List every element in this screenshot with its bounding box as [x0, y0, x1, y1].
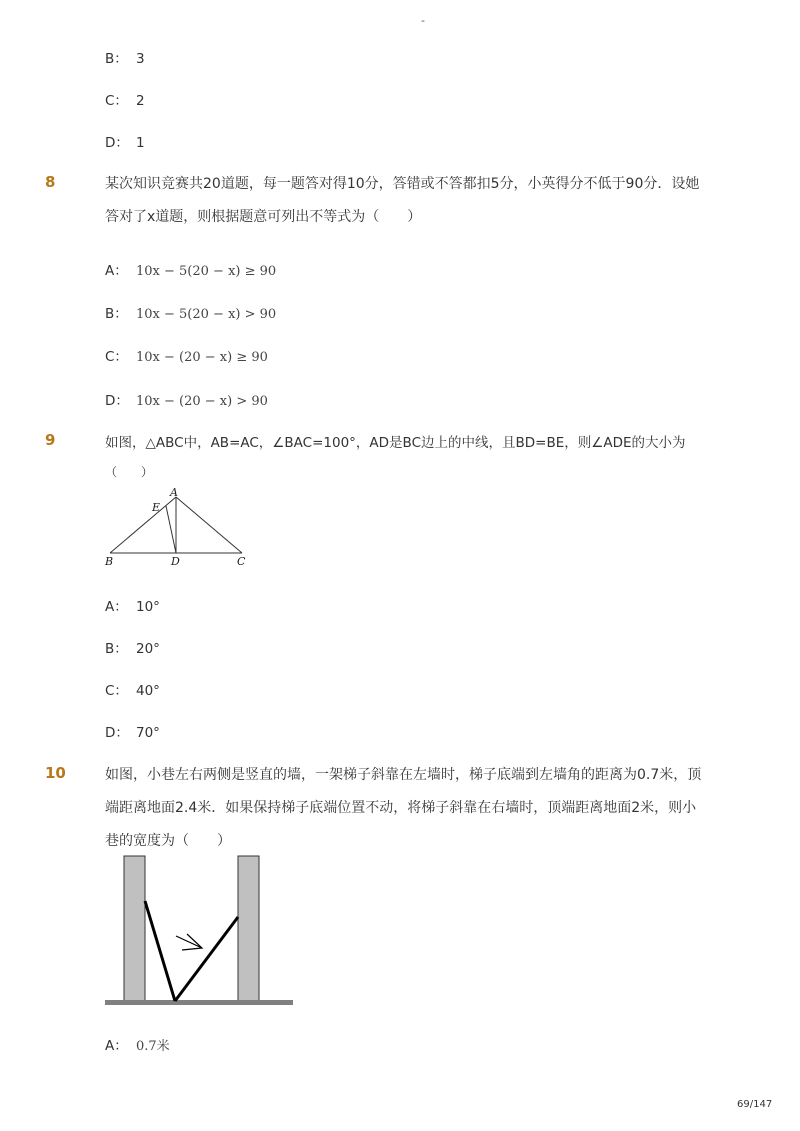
option-value: 10x − (20 − x) ≥ 90	[136, 350, 268, 365]
ladder-right	[175, 917, 238, 1001]
option-value: 2	[136, 93, 145, 109]
option-label: A：	[105, 263, 128, 279]
q9-triangle-figure	[100, 484, 260, 574]
q9-number: 9	[45, 431, 56, 449]
option-value: 10x − 5(20 − x) > 90	[136, 307, 277, 322]
q9-option-c[interactable]	[105, 679, 160, 699]
q8-option-b[interactable]	[105, 302, 276, 322]
q8-option-a[interactable]	[105, 259, 276, 279]
label-d: D	[171, 555, 180, 568]
q10-number: 10	[45, 764, 66, 782]
option-label: A：	[105, 1038, 128, 1054]
page-top-mark: -	[421, 14, 425, 27]
option-label: C：	[105, 683, 128, 699]
option-value: 0.7米	[136, 1039, 170, 1054]
label-c: C	[237, 555, 246, 568]
option-label: D：	[105, 393, 129, 409]
q9-option-b[interactable]	[105, 637, 160, 657]
option-value: 1	[136, 135, 145, 151]
q9-option-d[interactable]	[105, 721, 160, 741]
option-label: C：	[105, 349, 128, 365]
segment-ac	[176, 497, 242, 553]
q7-option-b[interactable]	[105, 47, 145, 67]
option-value: 3	[136, 51, 145, 67]
q8-option-d[interactable]	[105, 389, 268, 409]
q10-option-a[interactable]	[105, 1034, 170, 1054]
option-value: 20°	[136, 641, 160, 657]
option-label: B：	[105, 641, 128, 657]
arrow-icon	[176, 934, 202, 950]
option-value: 70°	[136, 725, 160, 741]
label-a: A	[170, 486, 178, 499]
option-label: B：	[105, 306, 128, 322]
option-label: A：	[105, 599, 128, 615]
q10-ladder-figure	[104, 854, 296, 1010]
page-number: 69/147	[737, 1099, 773, 1110]
option-value: 10°	[136, 599, 160, 615]
q10-text-line3: 巷的宽度为（ ）	[105, 833, 231, 849]
label-b: B	[105, 555, 114, 568]
right-wall	[238, 856, 259, 1001]
ladder-left	[145, 901, 175, 1001]
q7-option-d[interactable]	[105, 131, 145, 151]
option-value: 40°	[136, 683, 160, 699]
q7-option-c[interactable]	[105, 89, 145, 109]
option-label: D：	[105, 725, 129, 741]
q9-text-line2: （ ）	[105, 465, 154, 479]
q8-option-c[interactable]	[105, 345, 268, 365]
q10-text-line1: 如图，小巷左右两侧是竖直的墙，一架梯子斜靠在左墙时，梯子底端到左墙角的距离为0.7米，顶	[105, 767, 702, 783]
q9-option-a[interactable]	[105, 595, 160, 615]
segment-de	[166, 506, 176, 553]
q8-text-line1: 某次知识竞赛共20道题，每一题答对得10分，答错或不答都扣5分，小英得分不低于90分．设她	[105, 176, 700, 192]
q9-text-line1: 如图，△ABC中，AB=AC，∠BAC=100°，AD是BC边上的中线，且BD=BE，则∠ADE的大小为	[105, 435, 686, 451]
option-value: 10x − 5(20 − x) ≥ 90	[136, 264, 277, 279]
q8-number: 8	[45, 173, 56, 191]
segment-ab	[110, 497, 176, 553]
option-label: D：	[105, 135, 129, 151]
option-label: B：	[105, 51, 128, 67]
left-wall	[124, 856, 145, 1001]
option-value: 10x − (20 − x) > 90	[136, 394, 268, 409]
q10-text-line2: 端距离地面2.4米．如果保持梯子底端位置不动，将梯子斜靠在右墙时，顶端距离地面2米，则小	[105, 800, 697, 816]
ground	[105, 1000, 293, 1005]
option-label: C：	[105, 93, 128, 109]
label-e: E	[152, 501, 161, 514]
q8-text-line2: 答对了x道题，则根据题意可列出不等式为（ ）	[105, 209, 422, 225]
